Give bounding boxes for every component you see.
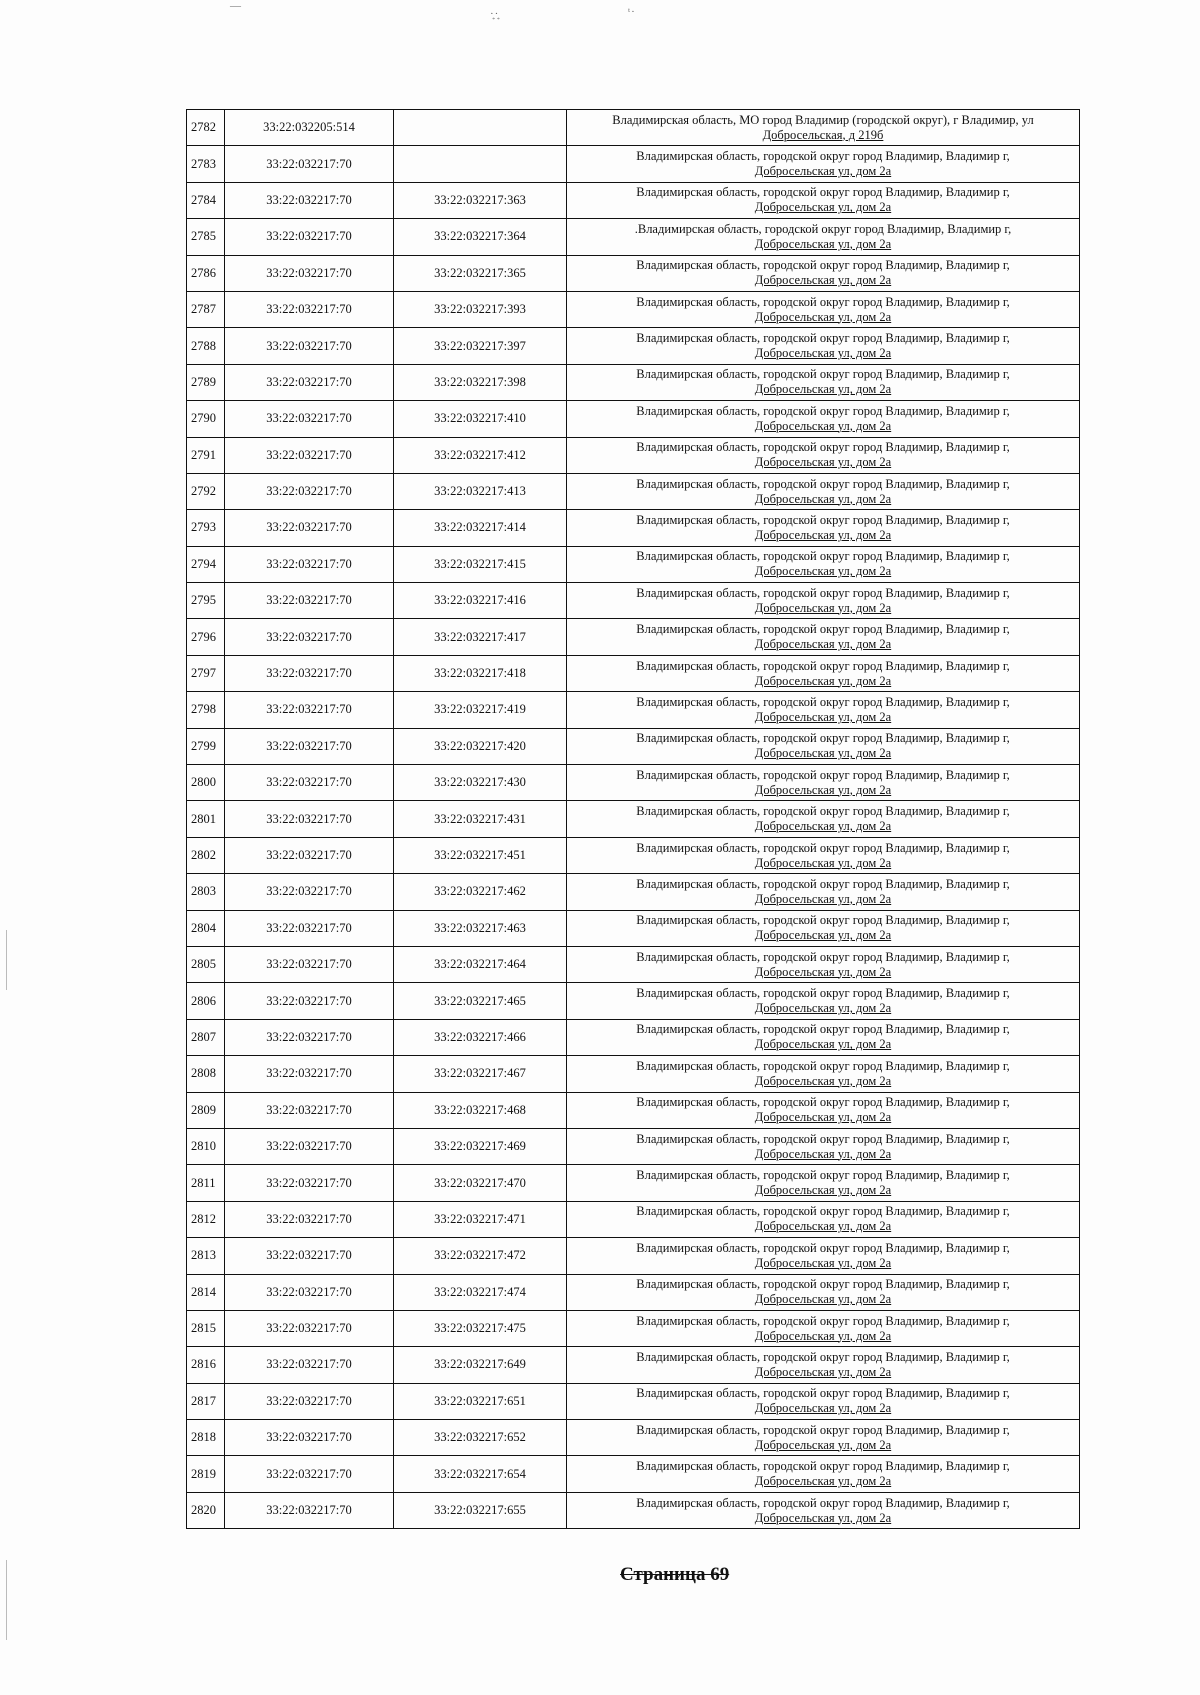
address-cell bbox=[567, 583, 1080, 619]
address-line-2: Добросельская ул, дом 2а bbox=[754, 1037, 892, 1052]
row-number: 2819 bbox=[187, 1456, 225, 1492]
address-line-1: Владимирская область, городской округ город Владимир, Владимир г, bbox=[636, 512, 1010, 527]
table-row bbox=[187, 1420, 1080, 1456]
address-line-2: Добросельская ул, дом 2а bbox=[754, 1510, 892, 1525]
cadastral-number-object: 33:22:032217:655 bbox=[394, 1492, 567, 1528]
cadastral-number-parcel: 33:22:032217:70 bbox=[225, 692, 394, 728]
address-line-2: Добросельская ул, дом 2а bbox=[754, 1146, 892, 1161]
row-number: 2802 bbox=[187, 837, 225, 873]
cadastral-number-object: 33:22:032217:417 bbox=[394, 619, 567, 655]
address-line-2: Добросельская ул, дом 2а bbox=[754, 1328, 892, 1343]
cadastral-number-parcel: 33:22:032217:70 bbox=[225, 655, 394, 691]
cadastral-number-object: 33:22:032217:410 bbox=[394, 401, 567, 437]
cadastral-number-object: 33:22:032217:419 bbox=[394, 692, 567, 728]
address-line-1: Владимирская область, городской округ город Владимир, Владимир г, bbox=[636, 1277, 1010, 1292]
cadastral-number-parcel: 33:22:032217:70 bbox=[225, 401, 394, 437]
row-number: 2817 bbox=[187, 1383, 225, 1419]
table-row bbox=[187, 110, 1080, 146]
row-number: 2789 bbox=[187, 364, 225, 400]
address-cell bbox=[567, 983, 1080, 1019]
address-line-1: Владимирская область, городской округ город Владимир, Владимир г, bbox=[636, 840, 1010, 855]
address-line-2: Добросельская ул, дом 2а bbox=[754, 855, 892, 870]
cadastral-number-parcel: 33:22:032217:70 bbox=[225, 874, 394, 910]
address-line-2: Добросельская ул, дом 2а bbox=[754, 782, 892, 797]
cadastral-number-object: 33:22:032217:468 bbox=[394, 1092, 567, 1128]
address-line-1: Владимирская область, городской округ город Владимир, Владимир г, bbox=[636, 658, 1010, 673]
row-number: 2805 bbox=[187, 946, 225, 982]
cadastral-number-parcel: 33:22:032217:70 bbox=[225, 546, 394, 582]
row-number: 2782 bbox=[187, 110, 225, 146]
table-row bbox=[187, 1492, 1080, 1528]
address-cell bbox=[567, 1420, 1080, 1456]
row-number: 2800 bbox=[187, 765, 225, 801]
address-line-1: Владимирская область, городской округ город Владимир, Владимир г, bbox=[636, 585, 1010, 600]
cadastral-number-parcel: 33:22:032217:70 bbox=[225, 219, 394, 255]
address-line-2: Добросельская ул, дом 2а bbox=[754, 346, 892, 361]
address-line-1: Владимирская область, городской округ город Владимир, Владимир г, bbox=[636, 549, 1010, 564]
cadastral-number-object: 33:22:032217:467 bbox=[394, 1056, 567, 1092]
table-row bbox=[187, 1092, 1080, 1128]
cadastral-number-object: 33:22:032217:475 bbox=[394, 1310, 567, 1346]
address-line-2: Добросельская ул, дом 2а bbox=[754, 1364, 892, 1379]
address-line-1: Владимирская область, городской округ город Владимир, Владимир г, bbox=[636, 949, 1010, 964]
address-line-1: Владимирская область, городской округ город Владимир, Владимир г, bbox=[636, 1204, 1010, 1219]
address-cell bbox=[567, 874, 1080, 910]
address-cell bbox=[567, 1274, 1080, 1310]
row-number: 2787 bbox=[187, 291, 225, 327]
address-line-1: Владимирская область, городской округ город Владимир, Владимир г, bbox=[636, 694, 1010, 709]
cadastral-number-object: 33:22:032217:420 bbox=[394, 728, 567, 764]
cadastral-number-object: 33:22:032217:363 bbox=[394, 182, 567, 218]
address-line-1: Владимирская область, городской округ город Владимир, Владимир г, bbox=[636, 149, 1010, 164]
address-cell bbox=[567, 1383, 1080, 1419]
row-number: 2792 bbox=[187, 473, 225, 509]
row-number: 2801 bbox=[187, 801, 225, 837]
cadastral-number-object: 33:22:032217:652 bbox=[394, 1420, 567, 1456]
address-cell bbox=[567, 110, 1080, 146]
row-number: 2804 bbox=[187, 910, 225, 946]
address-cell bbox=[567, 1128, 1080, 1164]
address-line-1: Владимирская область, городской округ город Владимир, Владимир г, bbox=[636, 1022, 1010, 1037]
row-number: 2788 bbox=[187, 328, 225, 364]
cadastral-number-parcel: 33:22:032217:70 bbox=[225, 983, 394, 1019]
cadastral-number-parcel: 33:22:032217:70 bbox=[225, 619, 394, 655]
address-line-1: Владимирская область, городской округ город Владимир, Владимир г, bbox=[636, 1313, 1010, 1328]
cadastral-number-parcel: 33:22:032217:70 bbox=[225, 364, 394, 400]
cadastral-number-object: 33:22:032217:398 bbox=[394, 364, 567, 400]
address-cell bbox=[567, 146, 1080, 182]
cadastral-number-parcel: 33:22:032217:70 bbox=[225, 946, 394, 982]
cadastral-number-object bbox=[394, 110, 567, 146]
address-line-2: Добросельская ул, дом 2а bbox=[754, 673, 892, 688]
address-line-2: Добросельская ул, дом 2а bbox=[754, 1073, 892, 1088]
cadastral-number-parcel: 33:22:032217:70 bbox=[225, 1201, 394, 1237]
cadastral-number-parcel: 33:22:032217:70 bbox=[225, 837, 394, 873]
row-number: 2806 bbox=[187, 983, 225, 1019]
cadastral-number-parcel: 33:22:032217:70 bbox=[225, 1056, 394, 1092]
cadastral-number-parcel: 33:22:032217:70 bbox=[225, 728, 394, 764]
address-line-2: Добросельская ул, дом 2а bbox=[754, 709, 892, 724]
address-line-1: Владимирская область, городской округ город Владимир, Владимир г, bbox=[636, 622, 1010, 637]
address-line-1: Владимирская область, городской округ город Владимир, Владимир г, bbox=[636, 1422, 1010, 1437]
table-row bbox=[187, 765, 1080, 801]
table-row bbox=[187, 655, 1080, 691]
cadastral-number-parcel: 33:22:032217:70 bbox=[225, 1420, 394, 1456]
address-cell bbox=[567, 546, 1080, 582]
table-row bbox=[187, 837, 1080, 873]
row-number: 2803 bbox=[187, 874, 225, 910]
scan-margin-line bbox=[6, 930, 7, 990]
address-cell bbox=[567, 1092, 1080, 1128]
cadastral-number-parcel: 33:22:032217:70 bbox=[225, 1019, 394, 1055]
address-line-1: Владимирская область, городской округ город Владимир, Владимир г, bbox=[636, 1459, 1010, 1474]
address-line-1: Владимирская область, городской округ город Владимир, Владимир г, bbox=[636, 294, 1010, 309]
address-line-2: Добросельская ул, дом 2а bbox=[754, 819, 892, 834]
registry-table bbox=[186, 109, 1080, 1529]
cadastral-number-object: 33:22:032217:431 bbox=[394, 801, 567, 837]
cadastral-number-object: 33:22:032217:430 bbox=[394, 765, 567, 801]
row-number: 2814 bbox=[187, 1274, 225, 1310]
address-line-2: Добросельская ул, дом 2а bbox=[754, 309, 892, 324]
table-row bbox=[187, 473, 1080, 509]
cadastral-number-object: 33:22:032217:462 bbox=[394, 874, 567, 910]
address-line-2: Добросельская ул, дом 2а bbox=[754, 491, 892, 506]
cadastral-number-object: 33:22:032217:451 bbox=[394, 837, 567, 873]
address-cell bbox=[567, 619, 1080, 655]
table-row bbox=[187, 1310, 1080, 1346]
cadastral-number-object: 33:22:032217:414 bbox=[394, 510, 567, 546]
address-cell bbox=[567, 219, 1080, 255]
address-line-2: Добросельская ул, дом 2а bbox=[754, 455, 892, 470]
table-row bbox=[187, 1128, 1080, 1164]
address-line-2: Добросельская ул, дом 2а bbox=[754, 1437, 892, 1452]
table-row bbox=[187, 291, 1080, 327]
table-row bbox=[187, 1274, 1080, 1310]
cadastral-number-parcel: 33:22:032217:70 bbox=[225, 182, 394, 218]
cadastral-number-parcel: 33:22:032217:70 bbox=[225, 473, 394, 509]
row-number: 2791 bbox=[187, 437, 225, 473]
cadastral-number-object: 33:22:032217:474 bbox=[394, 1274, 567, 1310]
table-row bbox=[187, 1383, 1080, 1419]
address-line-2: Добросельская ул, дом 2а bbox=[754, 746, 892, 761]
address-cell bbox=[567, 1056, 1080, 1092]
cadastral-number-parcel: 33:22:032217:70 bbox=[225, 1092, 394, 1128]
cadastral-number-object: 33:22:032217:463 bbox=[394, 910, 567, 946]
table-row bbox=[187, 1165, 1080, 1201]
cadastral-number-parcel: 33:22:032217:70 bbox=[225, 1238, 394, 1274]
scan-artifact: — bbox=[230, 0, 242, 12]
row-number: 2795 bbox=[187, 583, 225, 619]
address-line-2: Добросельская ул, дом 2а bbox=[754, 236, 892, 251]
address-line-1: Владимирская область, городской округ город Владимир, Владимир г, bbox=[636, 331, 1010, 346]
address-line-2: Добросельская ул, дом 2а bbox=[754, 418, 892, 433]
address-line-1: Владимирская область, городской округ город Владимир, Владимир г, bbox=[636, 1168, 1010, 1183]
row-number: 2815 bbox=[187, 1310, 225, 1346]
row-number: 2793 bbox=[187, 510, 225, 546]
address-cell bbox=[567, 182, 1080, 218]
address-line-2: Добросельская ул, дом 2а bbox=[754, 891, 892, 906]
table-row bbox=[187, 1201, 1080, 1237]
table-row bbox=[187, 728, 1080, 764]
address-cell bbox=[567, 692, 1080, 728]
cadastral-number-object: 33:22:032217:397 bbox=[394, 328, 567, 364]
cadastral-number-object: 33:22:032217:418 bbox=[394, 655, 567, 691]
cadastral-number-parcel: 33:22:032217:70 bbox=[225, 765, 394, 801]
address-line-1: Владимирская область, городской округ город Владимир, Владимир г, bbox=[636, 1240, 1010, 1255]
cadastral-number-parcel: 33:22:032217:70 bbox=[225, 1492, 394, 1528]
address-line-2: Добросельская ул, дом 2а bbox=[754, 928, 892, 943]
cadastral-number-parcel: 33:22:032217:70 bbox=[225, 510, 394, 546]
cadastral-number-object: 33:22:032217:466 bbox=[394, 1019, 567, 1055]
row-number: 2812 bbox=[187, 1201, 225, 1237]
table-row bbox=[187, 401, 1080, 437]
cadastral-number-parcel: 33:22:032217:70 bbox=[225, 910, 394, 946]
cadastral-number-parcel: 33:22:032217:70 bbox=[225, 1128, 394, 1164]
row-number: 2798 bbox=[187, 692, 225, 728]
scan-artifact: ·͙·͙ bbox=[490, 8, 500, 20]
address-cell bbox=[567, 655, 1080, 691]
scan-artifact: ᵗ· bbox=[628, 6, 636, 18]
table-row bbox=[187, 510, 1080, 546]
address-cell bbox=[567, 510, 1080, 546]
row-number: 2813 bbox=[187, 1238, 225, 1274]
cadastral-number-object: 33:22:032217:465 bbox=[394, 983, 567, 1019]
address-cell bbox=[567, 1165, 1080, 1201]
address-line-2: Добросельская ул, дом 2а bbox=[754, 200, 892, 215]
table-row bbox=[187, 546, 1080, 582]
table-row bbox=[187, 1238, 1080, 1274]
row-number: 2799 bbox=[187, 728, 225, 764]
address-line-2: Добросельская ул, дом 2а bbox=[754, 1474, 892, 1489]
cadastral-number-parcel: 33:22:032217:70 bbox=[225, 1383, 394, 1419]
address-line-1: Владимирская область, городской округ город Владимир, Владимир г, bbox=[636, 185, 1010, 200]
cadastral-number-parcel: 33:22:032205:514 bbox=[225, 110, 394, 146]
cadastral-number-object: 33:22:032217:471 bbox=[394, 1201, 567, 1237]
row-number: 2783 bbox=[187, 146, 225, 182]
address-cell bbox=[567, 364, 1080, 400]
row-number: 2794 bbox=[187, 546, 225, 582]
row-number: 2797 bbox=[187, 655, 225, 691]
row-number: 2816 bbox=[187, 1347, 225, 1383]
cadastral-number-parcel: 33:22:032217:70 bbox=[225, 1165, 394, 1201]
address-cell bbox=[567, 1201, 1080, 1237]
cadastral-number-parcel: 33:22:032217:70 bbox=[225, 801, 394, 837]
address-line-2: Добросельская ул, дом 2а bbox=[754, 164, 892, 179]
address-line-1: Владимирская область, МО город Владимир (городской округ), г Владимир, ул bbox=[612, 112, 1034, 127]
table-row bbox=[187, 983, 1080, 1019]
cadastral-number-object: 33:22:032217:413 bbox=[394, 473, 567, 509]
cadastral-number-object: 33:22:032217:415 bbox=[394, 546, 567, 582]
cadastral-number-parcel: 33:22:032217:70 bbox=[225, 328, 394, 364]
address-line-2: Добросельская ул, дом 2а bbox=[754, 1219, 892, 1234]
address-cell bbox=[567, 728, 1080, 764]
row-number: 2796 bbox=[187, 619, 225, 655]
address-cell bbox=[567, 437, 1080, 473]
cadastral-number-object bbox=[394, 146, 567, 182]
cadastral-number-parcel: 33:22:032217:70 bbox=[225, 1456, 394, 1492]
address-line-1: Владимирская область, городской округ город Владимир, Владимир г, bbox=[636, 1058, 1010, 1073]
table-row bbox=[187, 182, 1080, 218]
address-cell bbox=[567, 1238, 1080, 1274]
cadastral-number-object: 33:22:032217:365 bbox=[394, 255, 567, 291]
address-line-1: Владимирская область, городской округ город Владимир, Владимир г, bbox=[636, 1095, 1010, 1110]
cadastral-number-parcel: 33:22:032217:70 bbox=[225, 1274, 394, 1310]
table-row bbox=[187, 219, 1080, 255]
address-cell bbox=[567, 255, 1080, 291]
cadastral-number-parcel: 33:22:032217:70 bbox=[225, 255, 394, 291]
cadastral-number-object: 33:22:032217:649 bbox=[394, 1347, 567, 1383]
table-row bbox=[187, 801, 1080, 837]
address-line-1: Владимирская область, городской округ город Владимир, Владимир г, bbox=[636, 403, 1010, 418]
address-line-1: Владимирская область, городской округ город Владимир, Владимир г, bbox=[636, 804, 1010, 819]
table-row bbox=[187, 1019, 1080, 1055]
row-number: 2811 bbox=[187, 1165, 225, 1201]
address-line-1: Владимирская область, городской округ город Владимир, Владимир г, bbox=[636, 1386, 1010, 1401]
address-line-1: Владимирская область, городской округ город Владимир, Владимир г, bbox=[636, 367, 1010, 382]
address-line-2: Добросельская ул, дом 2а bbox=[754, 1183, 892, 1198]
cadastral-number-parcel: 33:22:032217:70 bbox=[225, 1347, 394, 1383]
row-number: 2786 bbox=[187, 255, 225, 291]
address-line-2: Добросельская ул, дом 2а bbox=[754, 600, 892, 615]
address-cell bbox=[567, 801, 1080, 837]
cadastral-number-object: 33:22:032217:472 bbox=[394, 1238, 567, 1274]
address-cell bbox=[567, 1347, 1080, 1383]
address-line-2: Добросельская ул, дом 2а bbox=[754, 637, 892, 652]
table-row bbox=[187, 1056, 1080, 1092]
address-line-2: Добросельская ул, дом 2а bbox=[754, 273, 892, 288]
cadastral-number-object: 33:22:032217:470 bbox=[394, 1165, 567, 1201]
cadastral-number-parcel: 33:22:032217:70 bbox=[225, 146, 394, 182]
row-number: 2784 bbox=[187, 182, 225, 218]
address-cell bbox=[567, 1019, 1080, 1055]
table-row bbox=[187, 146, 1080, 182]
table-row bbox=[187, 364, 1080, 400]
registry-table-body bbox=[187, 110, 1080, 1529]
cadastral-number-object: 33:22:032217:393 bbox=[394, 291, 567, 327]
table-row bbox=[187, 946, 1080, 982]
address-line-2: Добросельская ул, дом 2а bbox=[754, 382, 892, 397]
table-row bbox=[187, 874, 1080, 910]
cadastral-number-object: 33:22:032217:364 bbox=[394, 219, 567, 255]
cadastral-number-parcel: 33:22:032217:70 bbox=[225, 1310, 394, 1346]
address-line-1: Владимирская область, городской округ город Владимир, Владимир г, bbox=[636, 731, 1010, 746]
address-cell bbox=[567, 837, 1080, 873]
address-line-2: Добросельская, д 219б bbox=[762, 127, 884, 142]
row-number: 2807 bbox=[187, 1019, 225, 1055]
address-line-2: Добросельская ул, дом 2а bbox=[754, 1255, 892, 1270]
address-cell bbox=[567, 291, 1080, 327]
address-line-1: Владимирская область, городской округ город Владимир, Владимир г, bbox=[636, 876, 1010, 891]
address-line-2: Добросельская ул, дом 2а bbox=[754, 1401, 892, 1416]
address-line-1: Владимирская область, городской округ город Владимир, Владимир г, bbox=[636, 767, 1010, 782]
row-number: 2809 bbox=[187, 1092, 225, 1128]
address-line-1: Владимирская область, городской округ город Владимир, Владимир г, bbox=[636, 1349, 1010, 1364]
cadastral-number-object: 33:22:032217:416 bbox=[394, 583, 567, 619]
address-line-1: .Владимирская область, городской округ город Владимир, Владимир г, bbox=[634, 221, 1012, 236]
address-line-2: Добросельская ул, дом 2а bbox=[754, 964, 892, 979]
row-number: 2810 bbox=[187, 1128, 225, 1164]
address-cell bbox=[567, 401, 1080, 437]
table-row bbox=[187, 619, 1080, 655]
address-cell bbox=[567, 1456, 1080, 1492]
table-row bbox=[187, 255, 1080, 291]
cadastral-number-object: 33:22:032217:469 bbox=[394, 1128, 567, 1164]
address-cell bbox=[567, 910, 1080, 946]
address-cell bbox=[567, 328, 1080, 364]
cadastral-number-object: 33:22:032217:464 bbox=[394, 946, 567, 982]
address-line-1: Владимирская область, городской округ город Владимир, Владимир г, bbox=[636, 476, 1010, 491]
address-cell bbox=[567, 765, 1080, 801]
cadastral-number-parcel: 33:22:032217:70 bbox=[225, 291, 394, 327]
cadastral-number-object: 33:22:032217:412 bbox=[394, 437, 567, 473]
address-line-2: Добросельская ул, дом 2а bbox=[754, 1001, 892, 1016]
address-cell bbox=[567, 946, 1080, 982]
row-number: 2808 bbox=[187, 1056, 225, 1092]
table-row bbox=[187, 583, 1080, 619]
cadastral-number-object: 33:22:032217:651 bbox=[394, 1383, 567, 1419]
row-number: 2818 bbox=[187, 1420, 225, 1456]
table-row bbox=[187, 692, 1080, 728]
cadastral-number-parcel: 33:22:032217:70 bbox=[225, 437, 394, 473]
row-number: 2790 bbox=[187, 401, 225, 437]
table-row bbox=[187, 328, 1080, 364]
table-row bbox=[187, 1456, 1080, 1492]
address-cell bbox=[567, 1310, 1080, 1346]
table-row bbox=[187, 910, 1080, 946]
table-row bbox=[187, 1347, 1080, 1383]
page-number-label: Страница 69 bbox=[620, 1564, 730, 1585]
address-line-1: Владимирская область, городской округ город Владимир, Владимир г, bbox=[636, 913, 1010, 928]
row-number: 2820 bbox=[187, 1492, 225, 1528]
address-line-1: Владимирская область, городской округ город Владимир, Владимир г, bbox=[636, 1495, 1010, 1510]
address-line-1: Владимирская область, городской округ город Владимир, Владимир г, bbox=[636, 440, 1010, 455]
scan-margin-line bbox=[6, 1560, 7, 1640]
cadastral-number-object: 33:22:032217:654 bbox=[394, 1456, 567, 1492]
table-row bbox=[187, 437, 1080, 473]
address-cell bbox=[567, 473, 1080, 509]
address-line-1: Владимирская область, городской округ город Владимир, Владимир г, bbox=[636, 1131, 1010, 1146]
address-line-2: Добросельская ул, дом 2а bbox=[754, 564, 892, 579]
address-line-1: Владимирская область, городской округ город Владимир, Владимир г, bbox=[636, 258, 1010, 273]
row-number: 2785 bbox=[187, 219, 225, 255]
cadastral-number-parcel: 33:22:032217:70 bbox=[225, 583, 394, 619]
address-line-2: Добросельская ул, дом 2а bbox=[754, 527, 892, 542]
address-line-2: Добросельская ул, дом 2а bbox=[754, 1110, 892, 1125]
address-line-2: Добросельская ул, дом 2а bbox=[754, 1292, 892, 1307]
address-line-1: Владимирская область, городской округ город Владимир, Владимир г, bbox=[636, 986, 1010, 1001]
address-cell bbox=[567, 1492, 1080, 1528]
